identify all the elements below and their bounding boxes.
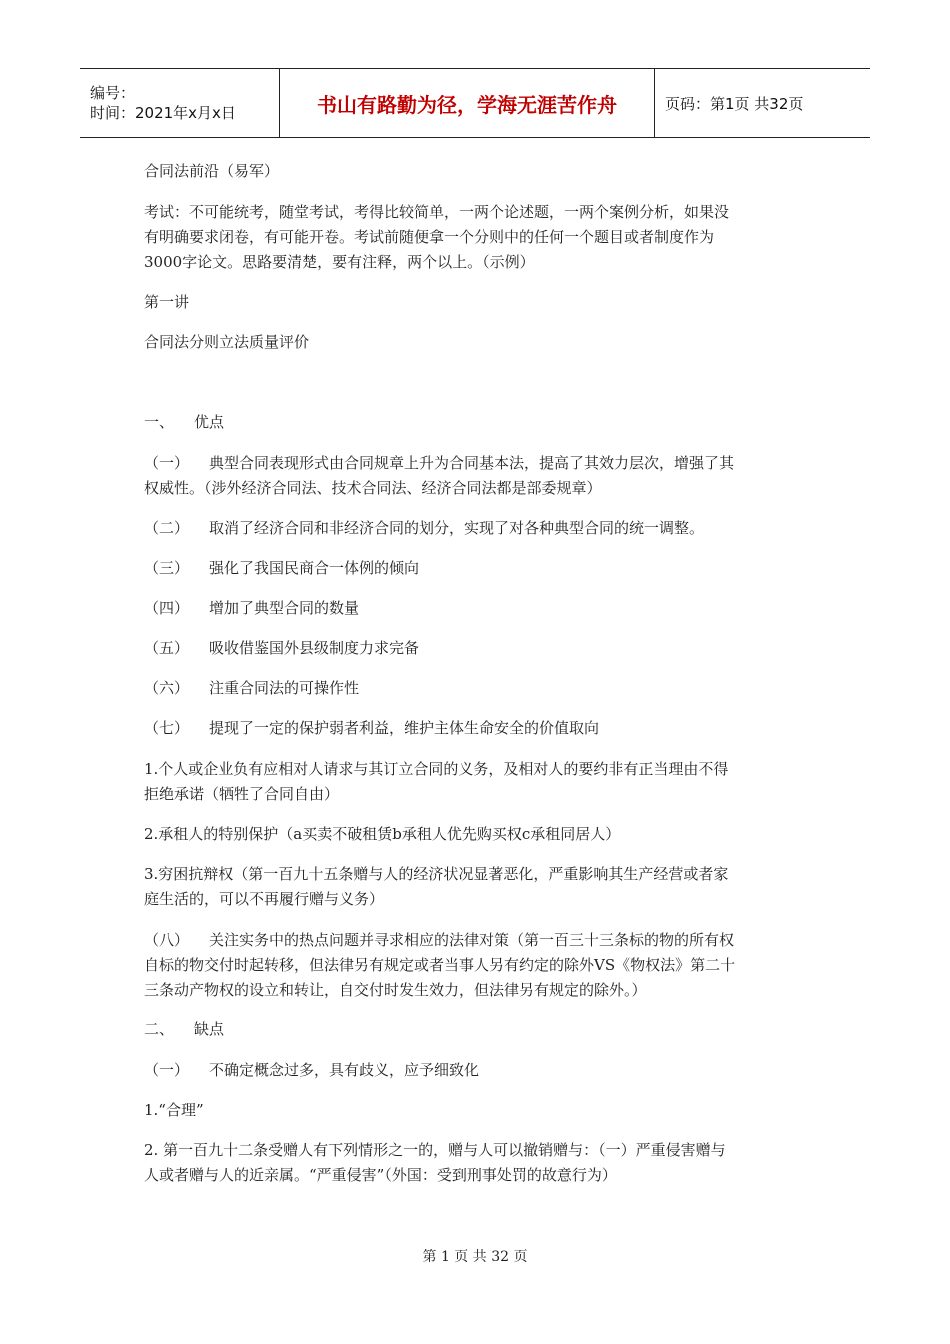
item-7: [144, 716, 814, 741]
item-number: （四）: [144, 599, 190, 617]
section-label: 优点: [194, 413, 225, 431]
item-text: 取消了经济合同和非经济合同的划分，实现了对各种典型合同的统一调整。: [209, 519, 705, 537]
item-8: [144, 928, 814, 953]
item-text: 强化了我国民商合一体例的倾向: [209, 559, 420, 577]
defect-item-1: [144, 1058, 814, 1083]
defect-subitem-2: 2. 第一百九十二条受赠人有下列情形之一的，赠与人可以撤销赠与：（一）严重侵害赠与: [144, 1141, 726, 1159]
subitem-3: 3.穷困抗辩权（第一百九十五条赠与人的经济状况显著恶化，严重影响其生产经营或者家: [144, 865, 729, 883]
item-text: 注重合同法的可操作性: [209, 679, 360, 697]
item-number: （八）: [144, 931, 190, 949]
item-text: 典型合同表现形式由合同规章上升为合同基本法，提高了其效力层次，增强了其: [209, 454, 735, 472]
item-text: 吸收借鉴国外县级制度力求完备: [209, 639, 420, 657]
code-label: 编号：: [90, 84, 136, 102]
item-5: [144, 636, 814, 661]
item-8-cont-1: 自标的物交付时起转移，但法律另有规定或者当事人另有约定的除外VS《物权法》第二十: [144, 956, 736, 974]
time-label: 时间：2021年x月x日: [90, 104, 236, 122]
page-info-text: 页码：第1页 共32页: [665, 94, 804, 113]
item-2: [144, 516, 814, 541]
section-1-heading: [144, 410, 814, 435]
exam-line-1: 考试：不可能统考，随堂考试，考得比较简单，一两个论述题，一两个案例分析，如果没: [144, 203, 730, 221]
item-number: （三）: [144, 559, 190, 577]
item-3: [144, 556, 814, 581]
header-motto: [280, 69, 655, 137]
item-text: 提现了一定的保护弱者利益，维护主体生命安全的价值取向: [209, 719, 600, 737]
item-number: （一）: [144, 454, 190, 472]
item-1-cont: 权威性。（涉外经济合同法、技术合同法、经济合同法都是部委规章）: [144, 479, 602, 497]
item-number: （七）: [144, 719, 190, 737]
item-text: 关注实务中的热点问题并寻求相应的法律对策（第一百三十三条标的物的所有权: [209, 931, 735, 949]
section-2-heading: [144, 1017, 814, 1042]
footer-page-number: 第 1 页 共 32 页: [422, 1249, 528, 1265]
lecture-heading: 第一讲: [144, 293, 190, 311]
item-6: [144, 676, 814, 701]
subitem-3-cont: 庭生活的，可以不再履行赠与义务）: [144, 890, 385, 908]
item-text: 不确定概念过多，具有歧义，应予细致化: [209, 1061, 480, 1079]
subitem-1-cont: 拒绝承诺（牺牲了合同自由）: [144, 785, 340, 803]
header-meta: [80, 69, 280, 137]
item-number: （二）: [144, 519, 190, 537]
page-footer: [0, 1246, 950, 1266]
subitem-1: 1.个人或企业负有应相对人请求与其订立合同的义务，及相对人的要约非有正当理由不得: [144, 760, 729, 778]
exam-line-2: 有明确要求闭卷，有可能开卷。考试前随便拿一个分则中的任何一个题目或者制度作为: [144, 228, 715, 246]
page-header: [80, 68, 870, 138]
defect-subitem-2-cont: 人或者赠与人的近亲属。“严重侵害”（外国：受到刑事处罚的故意行为）: [144, 1166, 617, 1184]
exam-line-3: 3000字论文。思路要清楚，要有注释，两个以上。（示例）: [144, 253, 535, 271]
item-text: 增加了典型合同的数量: [209, 599, 360, 617]
item-number: （五）: [144, 639, 190, 657]
defect-subitem-1: 1.“合理”: [144, 1101, 204, 1119]
doc-title: 合同法前沿（易军）: [144, 162, 280, 180]
item-number: （六）: [144, 679, 190, 697]
item-4: [144, 596, 814, 621]
topic-heading: 合同法分则立法质量评价: [144, 333, 310, 351]
section-number: 二、: [144, 1020, 175, 1038]
motto-text: 书山有路勤为径，学海无涯苦作舟: [317, 92, 617, 117]
header-page-info: [655, 69, 870, 137]
section-number: 一、: [144, 413, 175, 431]
item-1: [144, 451, 814, 476]
subitem-2: 2.承租人的特别保护（a买卖不破租赁b承租人优先购买权c承租同居人）: [144, 825, 621, 843]
item-8-cont-2: 三条动产物权的设立和转让，自交付时发生效力，但法律另有规定的除外。）: [144, 981, 647, 999]
section-label: 缺点: [194, 1020, 225, 1038]
item-number: （一）: [144, 1061, 190, 1079]
